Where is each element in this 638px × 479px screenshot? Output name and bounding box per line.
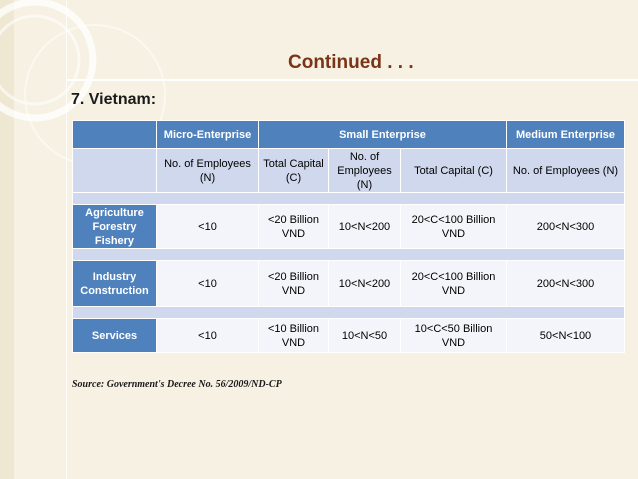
slide-subtitle: 7. Vietnam: [71, 91, 157, 108]
horizontal-rule [66, 79, 638, 81]
row-medium-employees: 50<N<100 [507, 319, 625, 353]
header-medium: Medium Enterprise [507, 121, 625, 149]
subheader-medium-employees: No. of Employees (N) [507, 149, 625, 193]
row-small-employees: 10<N<200 [329, 205, 401, 249]
header-blank-cell [73, 121, 157, 149]
enterprise-classification-table [72, 120, 625, 353]
row-sector-industry: Industry Construction [73, 261, 157, 307]
row-micro-value: <10 [157, 261, 259, 307]
row-micro-value: <10 [157, 319, 259, 353]
row-small-capital: <10 Billion VND [259, 319, 329, 353]
row-medium-employees: 200<N<300 [507, 205, 625, 249]
spacer-row [73, 193, 625, 205]
row-medium-capital: 10<C<50 Billion VND [401, 319, 507, 353]
vertical-rule [66, 0, 67, 479]
subheader-small-employees: No. of Employees (N) [329, 149, 401, 193]
row-sector-agriculture: Agriculture Forestry Fishery [73, 205, 157, 249]
subheader-micro-employees: No. of Employees (N) [157, 149, 259, 193]
subheader-medium-capital: Total Capital (C) [401, 149, 507, 193]
header-micro: Micro-Enterprise [157, 121, 259, 149]
row-medium-capital: 20<C<100 Billion VND [401, 205, 507, 249]
row-small-employees: 10<N<200 [329, 261, 401, 307]
subheader-small-capital: Total Capital (C) [259, 149, 329, 193]
row-small-employees: 10<N<50 [329, 319, 401, 353]
spacer-row [73, 307, 625, 319]
spacer-row [73, 249, 625, 261]
row-medium-employees: 200<N<300 [507, 261, 625, 307]
subheader-blank-cell [73, 149, 157, 193]
row-micro-value: <10 [157, 205, 259, 249]
row-medium-capital: 20<C<100 Billion VND [401, 261, 507, 307]
row-small-capital: <20 Billion VND [259, 205, 329, 249]
slide-title: Continued . . . [288, 52, 414, 73]
row-small-capital: <20 Billion VND [259, 261, 329, 307]
row-sector-services: Services [73, 319, 157, 353]
header-small: Small Enterprise [259, 121, 507, 149]
source-note: Source: Government's Decree No. 56/2009/ND-CP [72, 379, 282, 390]
